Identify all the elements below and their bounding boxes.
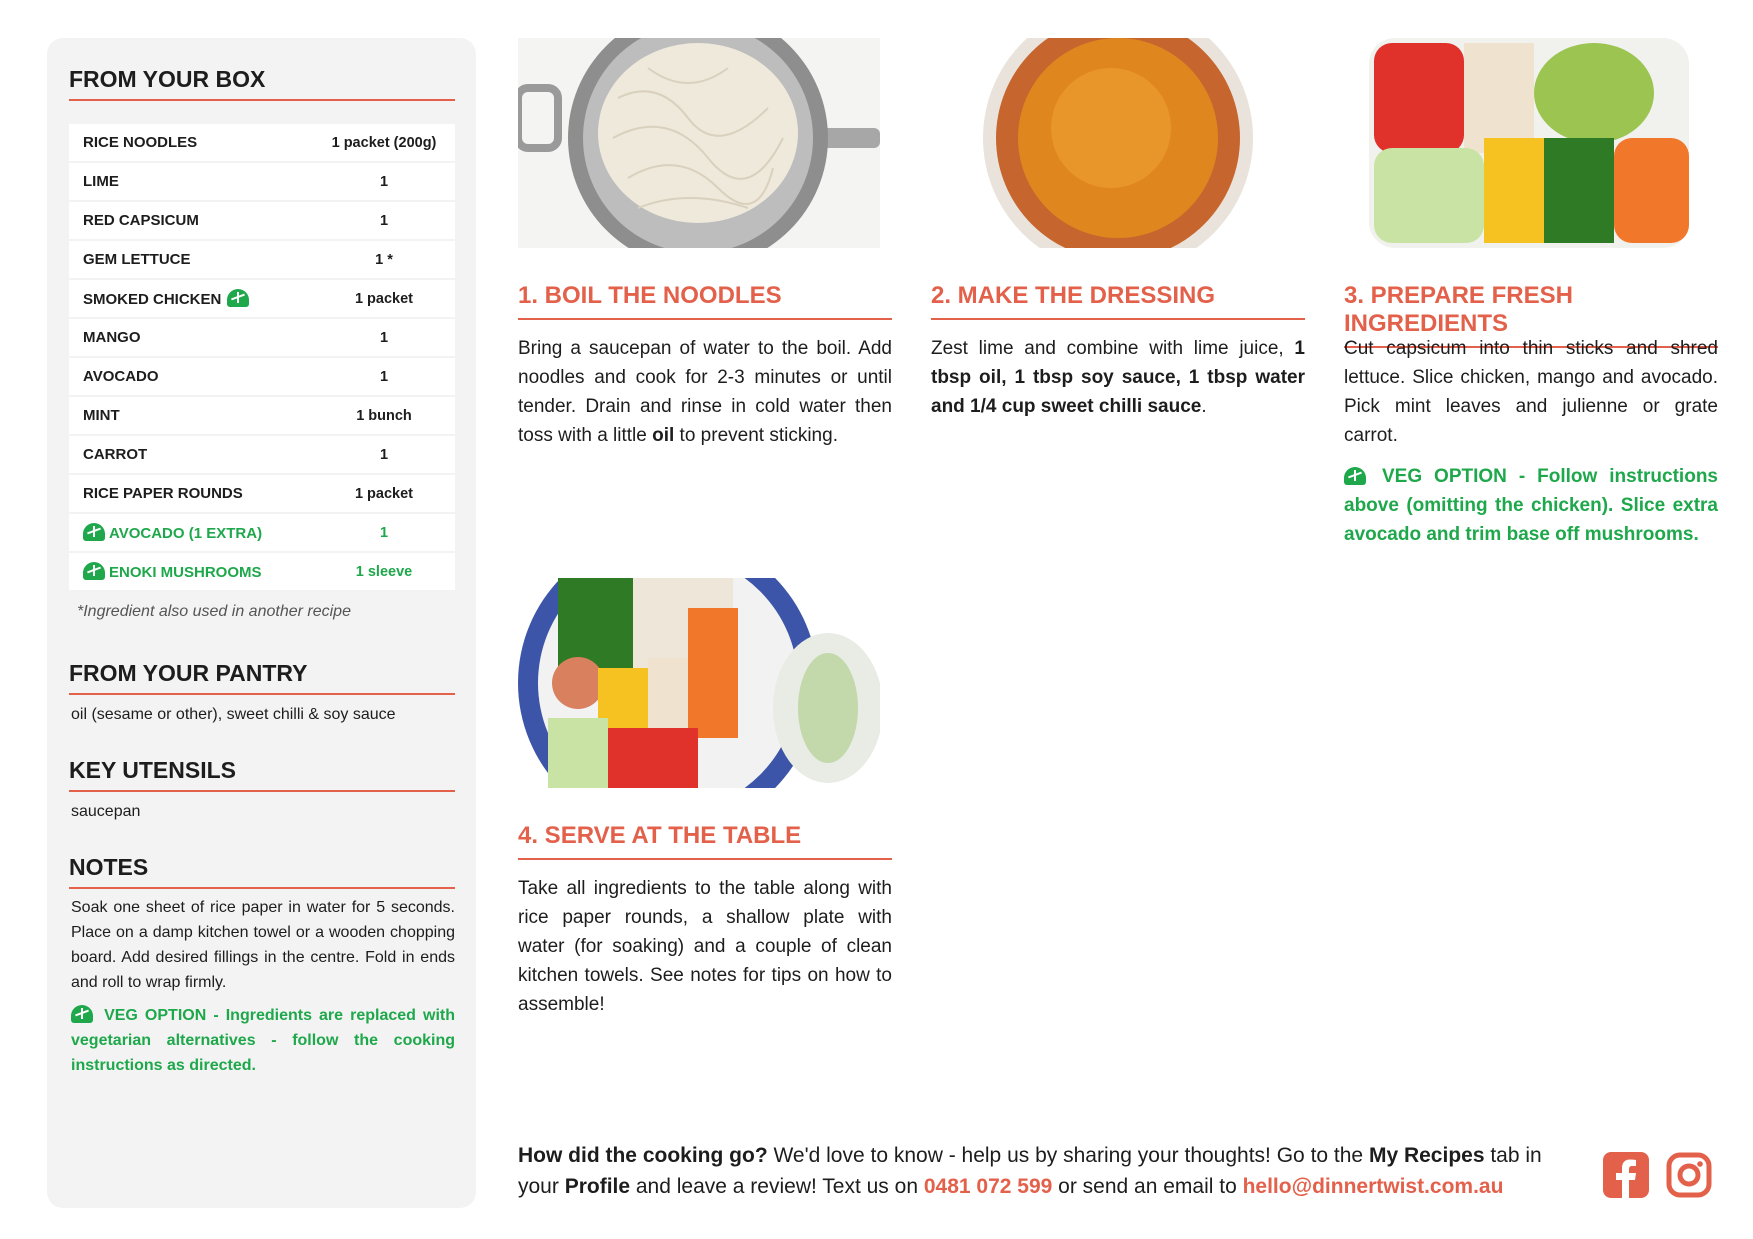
ingredient-qty: 1 packet — [313, 279, 455, 318]
ingredient-name: GEM LETTUCE — [83, 251, 191, 268]
ingredient-name-cell — [69, 279, 313, 318]
veg-leaf-icon — [1344, 467, 1366, 485]
from-your-box-heading: FROM YOUR BOX — [69, 66, 455, 101]
step-2-text-part: Zest lime and combine with lime juice, — [931, 338, 1295, 359]
ingredient-qty: 1 — [313, 435, 455, 474]
veg-leaf-icon — [71, 1005, 93, 1023]
ingredient-name-cell — [69, 357, 313, 396]
ingredient-qty: 1 — [313, 513, 455, 552]
ingredient-qty: 1 bunch — [313, 396, 455, 435]
ingredient-row — [69, 474, 455, 513]
step-4-image — [518, 578, 880, 788]
ingredient-qty: 1 packet — [313, 474, 455, 513]
ingredient-row — [69, 240, 455, 279]
prepared-ingredients-tray-image — [1344, 38, 1718, 248]
ingredient-qty: 1 — [313, 357, 455, 396]
ingredient-row — [69, 124, 455, 162]
ingredient-row — [69, 162, 455, 201]
ingredient-name-cell — [69, 474, 313, 513]
ingredient-name-cell — [69, 124, 313, 162]
review-prompt — [518, 1140, 1578, 1202]
notes-text: Soak one sheet of rice paper in water for 5 seconds. Place on a damp kitchen towel or a wooden chopping board. Add desired fillings in the centre. Fold in ends and roll to wrap firmly. — [71, 899, 455, 991]
ingredient-qty: 1 — [313, 162, 455, 201]
ingredient-name: CARROT — [83, 446, 148, 463]
my-recipes-label: My Recipes — [1368, 1144, 1485, 1167]
ingredient-row — [69, 435, 455, 474]
step-2-text-part: . — [1201, 396, 1207, 417]
veg-leaf-icon — [227, 289, 249, 307]
ingredient-name: SMOKED CHICKEN — [83, 291, 222, 308]
ingredient-name-cell — [69, 240, 313, 279]
review-text: tab in your — [518, 1144, 1542, 1198]
step-4-title: 4. SERVE AT THE TABLE — [518, 822, 892, 860]
review-text: We'd love to know - help us by sharing your thoughts! Go to the — [767, 1144, 1369, 1167]
ingredient-row — [69, 357, 455, 396]
step-1-text — [518, 334, 892, 450]
ingredient-name-cell — [69, 162, 313, 201]
review-question: How did the cooking go? — [518, 1144, 768, 1167]
ingredient-name-cell — [69, 552, 313, 591]
step-1-image — [518, 38, 880, 248]
ingredient-name: ENOKI MUSHROOMS — [109, 564, 262, 581]
step-3-image — [1344, 38, 1718, 248]
pantry-text: oil (sesame or other), sweet chilli & soy sauce — [71, 706, 396, 723]
ingredient-name-cell — [69, 396, 313, 435]
ingredient-name: LIME — [83, 173, 119, 190]
step-3-veg-option — [1344, 462, 1718, 549]
ingredients-table — [69, 124, 455, 592]
ingredient-row — [69, 201, 455, 240]
facebook-icon[interactable] — [1603, 1152, 1649, 1198]
step-3-text: Cut capsicum into thin sticks and shred lettuce. Slice chicken, mango and avocado. Pick mint leaves and julienne or grate carrot. — [1344, 338, 1718, 446]
ingredient-name: RICE NOODLES — [83, 134, 198, 151]
ingredient-row — [69, 396, 455, 435]
step-2-text — [931, 334, 1305, 421]
ingredient-qty: 1 — [313, 201, 455, 240]
step-3-title: 3. PREPARE FRESH INGREDIENTS — [1344, 282, 1718, 348]
ingredient-name: AVOCADO (1 EXTRA) — [109, 525, 263, 542]
veg-leaf-icon — [83, 523, 105, 541]
step-2-title: 2. MAKE THE DRESSING — [931, 282, 1305, 320]
phone-number-link[interactable]: 0481 072 599 — [923, 1175, 1053, 1198]
ingredient-qty: 1 sleeve — [313, 552, 455, 591]
ingredient-name: RICE PAPER ROUNDS — [83, 485, 243, 502]
instagram-icon[interactable] — [1666, 1152, 1712, 1198]
ingredient-name: MANGO — [83, 329, 141, 346]
pantry-heading: FROM YOUR PANTRY — [69, 660, 455, 695]
veg-leaf-icon — [83, 562, 105, 580]
step-4-text: Take all ingredients to the table along with rice paper rounds, a shallow plate with water (for soaking) and a couple of clean kitchen towels. See notes for tips on how to assemble! — [518, 878, 892, 1015]
review-text: or send an email to — [1052, 1175, 1243, 1198]
step-1-text-part: Bring a saucepan of water to the boil. Add noodles and cook for 2-3 minutes or until tender. Drain and rinse in cold water then toss with a little — [518, 338, 892, 446]
rice-noodles-in-colander-image — [518, 38, 880, 248]
ingredient-qty: 1 — [313, 318, 455, 357]
ingredient-name-cell — [69, 201, 313, 240]
notes-heading: NOTES — [69, 854, 455, 889]
ingredient-footnote: *Ingredient also used in another recipe — [77, 603, 351, 620]
review-text: and leave a review! Text us on — [630, 1175, 924, 1198]
ingredient-row — [69, 513, 455, 552]
utensils-text: saucepan — [71, 803, 141, 820]
step-1-title: 1. BOIL THE NOODLES — [518, 282, 892, 320]
step-1-text-bold: oil — [652, 425, 675, 446]
ingredient-row — [69, 552, 455, 591]
ingredient-name: AVOCADO — [83, 368, 159, 385]
ingredient-row — [69, 279, 455, 318]
dressing-in-glass-bowl-image — [931, 38, 1305, 248]
ingredient-name-cell — [69, 513, 313, 552]
ingredient-name: RED CAPSICUM — [83, 212, 199, 229]
ingredients-panel — [47, 38, 476, 1208]
ingredient-qty: 1 packet (200g) — [313, 124, 455, 162]
ingredient-qty: 1 * — [313, 240, 455, 279]
step-1-text-part: to prevent sticking. — [674, 425, 838, 446]
ingredient-row — [69, 318, 455, 357]
profile-label: Profile — [564, 1175, 631, 1198]
utensils-heading: KEY UTENSILS — [69, 757, 455, 792]
ingredient-name-cell — [69, 435, 313, 474]
ingredient-name: MINT — [83, 407, 120, 424]
step-3-veg-text: VEG OPTION - Follow instructions above (omitting the chicken). Slice extra avocado and trim base off mushrooms. — [1344, 466, 1718, 545]
served-platter-and-rolls-image — [518, 578, 880, 788]
notes-veg-text: VEG OPTION - Ingredients are replaced with vegetarian alternatives - follow the cooking instructions as directed. — [71, 1007, 456, 1074]
notes-veg-option — [71, 1003, 455, 1078]
email-link[interactable]: hello@dinnertwist.com.au — [1242, 1175, 1504, 1198]
ingredient-name-cell — [69, 318, 313, 357]
step-2-text-bold: 1 tbsp oil, 1 tbsp soy sauce, 1 tbsp water and 1/4 cup sweet chilli sauce — [931, 338, 1305, 417]
step-2-image — [931, 38, 1305, 248]
